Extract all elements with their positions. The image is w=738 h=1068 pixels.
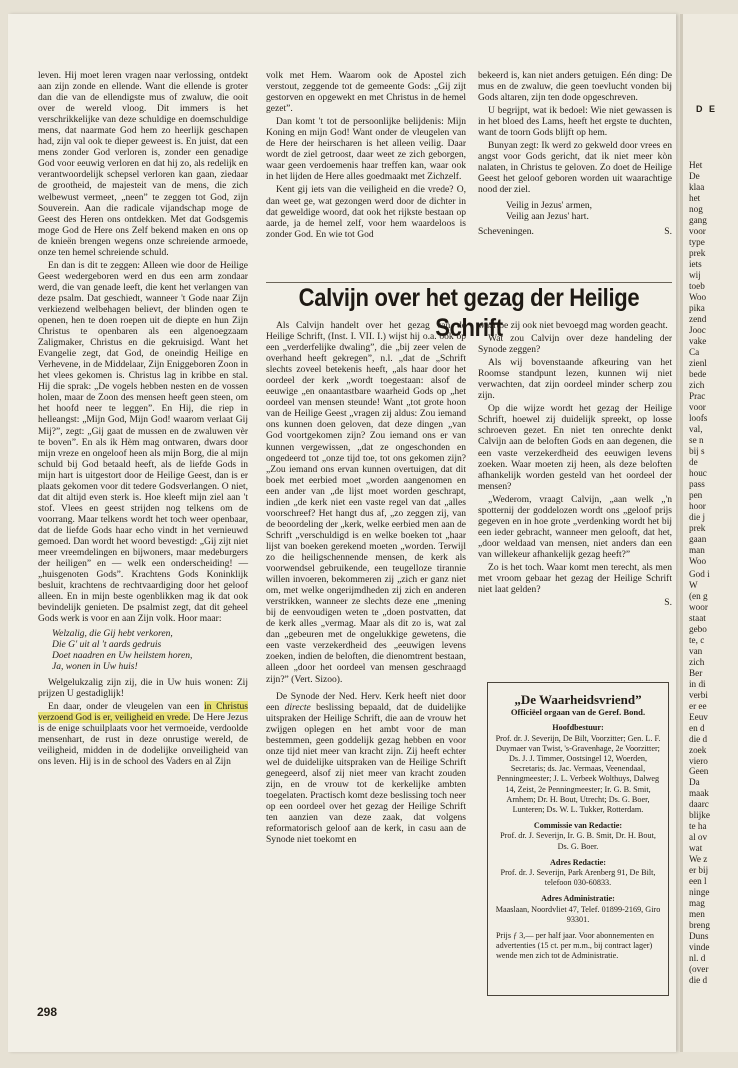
text-run: En daar, onder de vleugelen van een (48, 700, 205, 712)
poem-line: Welzalig, die Gij hebt verkoren, (52, 628, 173, 640)
column-2 (266, 70, 466, 242)
fragment-line: vinde (689, 942, 710, 952)
paragraph: Wat zou Calvijn over deze handeling der Synode zeggen? (478, 333, 672, 356)
fragment-line: type (689, 237, 705, 247)
fragment-line: er bij (689, 865, 709, 875)
fragment-line: blijke (689, 810, 710, 820)
fragment-line: zoek (689, 745, 707, 755)
page-number: 298 (37, 1005, 58, 1019)
fragment-line: loofs (689, 413, 708, 423)
adjacent-page-header: D E (696, 104, 718, 114)
paragraph: „Wederom, vraagt Calvijn, „aan welk „'n spotternij der goddelozen wordt ons „geloof prijs gegeven en in hoe grote „verdenking wordt het bij een ieder gebracht, wanneer men gelooft, dat het, „door weldaad van mensen, niet anders dan een van willekeur afhankelijk gezag heeft?” (478, 493, 672, 560)
fragment-line: pen (689, 490, 703, 500)
paragraph: waartoe zij ook niet bevoegd mag worden geacht. (478, 320, 668, 331)
fragment-line: (en g (689, 591, 708, 601)
poem-line: Veilig aan Jezus' hart. (506, 210, 589, 222)
fragment-line: Duns (689, 931, 709, 941)
fragment-line: pass (689, 479, 705, 489)
text-run: De Here Jezus is de enige schuilplaats voor het vermoeide, verdoolde mensenhart, de rust in deze onrustige wereld, de veiligheid, midden in de dodelijke onveiligheid van ons leven. Hij is in de school des Vaders en al Zijn (38, 711, 248, 767)
poem-line: Veilig in Jezus' armen, (506, 199, 593, 211)
fragment-line: zend (689, 314, 707, 324)
paragraph: Op die wijze wordt het gezag der Heilige Schrift, hoewel zij duidelijk spreekt, op losse schroeven gezet. En niet ten onrechte denkt Calvijn aan de beloften Gods en aan degenen, die een vaste verzekerdheid des eeuwigen levens zoeken. Waar moeten zij heen, als deze beloften afhankelijk worden gesteld van het oordeel der mensen? (478, 403, 672, 492)
paragraph: U begrijpt, wat ik bedoel: Wie niet gewassen is in het bloed des Lams, heeft het ergste te duchten, want de toorn Gods blijft op hem. (478, 105, 672, 139)
signature-row (478, 226, 672, 237)
fragment-line: voor (689, 402, 706, 412)
fragment-line: viero (689, 756, 708, 766)
fragment-line: man (689, 545, 705, 555)
fragment-line: daarc (689, 799, 709, 809)
editorial-heading: Commissie van Redactie: (533, 821, 623, 831)
fragment-line: Ca (689, 347, 700, 357)
place-name: Scheveningen. (478, 225, 534, 237)
fragment-line: bij s (689, 446, 705, 456)
poem-stanza (52, 628, 248, 672)
board-members: Prof. dr. J. Severijn, De Bilt, Voorzitter; Gen. L. F. Duymaer van Twist, 's-Gravenhage, 2e Voorzitter; Ds. J. J. Timmer, Oostsingel 12, Woerden, Secretaris; ds. Jac. Vermaas, Veenendaal, Penningmeester; J. L. Verbeek Wolthuys, Dalweg 14, Zeist, 2e Penningmeester; Ir. G. B. Smit, Arnhem; Dr. H. Bout, Utrecht; Ds. G. Boer, Lunteren; Ds. W. L. Tukker, Rotterdam. (495, 733, 661, 815)
fragment-line: te, c (689, 635, 705, 645)
fragment-line: Da (689, 777, 700, 787)
fragment-line: prek (689, 523, 706, 533)
paragraph: Bunyan zegt: Ik werd zo gekweld door vrees en angst voor Gods gericht, dat ik niet meer kòn nalaten, in Christus te geloven. Zo doet de Heilige Geest het geloof geboren worden uit waarachtige nood der ziel. (478, 140, 672, 196)
poem-line: Doet naadren en Uw heilstem horen, (52, 650, 193, 662)
paragraph (266, 691, 466, 846)
fragment-line: er ee (689, 701, 707, 711)
fragment-line: een l (689, 876, 707, 886)
paragraph: Als Calvijn handelt over het gezag van de Heilige Schrift, (Inst. I. VII. I.) wijst hij o.a. ook op een „verderfelijke dwaling”, die „bij zeer velen de overhand heeft gekregen”, n.l. „dat de „Schrift slechts zoveel betekenis heeft, „als haar door het oordeel der kerk „wordt toegestaan: alsof de eeuwige „en onaantastbare waarheid Gods op „het oordeel van mensen steunde! Want „tot grote hoon van de Heilige Geest „vragen zij aldus: Zou iemand ons kunnen doen geloven, dat deze dingen „van God voortgekomen zijn? Zou iemand ons er van kunnen vergewissen, „dat ze ongeschonden en ongedeerd tot „onze tijd toe, tot ons gekomen zijn? „Zou iemand ons ervan kunnen overtuigen, dat dit boek met eerbied moet „worden aangenomen en een ander van „de lijst moet worden geschrapt, indien „de kerk niet een vaste regel van dat „alles voorschreef? Het hangt dus af, „zo zeggen zij, van de beoordeling der „kerk, welke eerbied men aan de Schrift „verschuldigd is en welke boeken tot „haar lijst van boeken gerekend moeten „worden. Terwijl zo die heiligschennende mensen, de kerk als voorwendsel gebruikende, een teugelloze tirannie willen invoeren, bekommeren zij „zich er ganz niet om, met welke ongerijmdheden zij zich en anderen verstrikken, wanneer ze slechts deze ene „mening bij de eenvoudigen weten te „doen postvatten, dat de kerk alles „vermag. Maar als dit zo is, wat zal dan „gebeuren met de ongelukkige gewetens, die een vaste verzekerdheid des „eeuwigen levens zoeken, indien de beloften, die dienomtrent bestaan, alleen „door het oordeel van mensen geschraagd zijn?” (Vert. Sizoo). (266, 320, 466, 685)
publication-title: „De Waarheidsvriend” (514, 692, 642, 707)
fragment-line: toeb (689, 281, 705, 291)
fragment-line: die d (689, 975, 708, 985)
author-initial: S. (664, 225, 672, 237)
fragment-line: Woo (689, 556, 707, 566)
editor-address: Prof. dr. J. Severijn, Park Arenberg 91, De Bilt, telefoon 030-60833. (500, 868, 656, 888)
paragraph (38, 701, 248, 767)
fragment-line: iets (689, 259, 702, 269)
fragment-line: (over (689, 964, 709, 974)
fragment-line: zienl (689, 358, 707, 368)
fragment-line: men (689, 909, 705, 919)
subscription-price: Prijs ƒ 3,— per half jaar. Voor abonnementen en advertenties (15 ct. per m.m., bij contract lager) wende men zich tot de Administratie. (496, 931, 654, 961)
fragment-line: pika (689, 303, 705, 313)
fragment-line: het (689, 193, 701, 203)
editorial-members: Prof. dr. J. Severijn, Ir. G. B. Smit, Dr. H. Bout, Ds. G. Boer. (500, 831, 656, 851)
fragment-line: maak (689, 788, 709, 798)
board-heading: Hoofdbestuur: (552, 723, 604, 733)
text-run: De Synode der Ned. Herv. Kerk heeft niet door een (266, 690, 466, 713)
italic-text: directe (284, 701, 311, 713)
paragraph: Zo is het toch. Waar komt men terecht, als men met vroom gebaar het gezag der Heilige Schrift niet laat gelden? (478, 561, 672, 596)
paragraph: En dan is dit te zeggen: Alleen wie door de Heilige Geest wedergeboren werd en dus een arm zondaar werd, die van genade leeft, die kent het verlangen van deze psalm. Dat geschiedt, wanneer 't Gode naar Zijn verkiezend welbehagen believt, der blinden ogen te openen, hen te doen roepen uit de diepte en hun Zijn Christus te openbaren als een algenoegzaam Zaligmaker, Christus en die gekruisigd. Want het Evangelie zegt, dat God, de oneindig Heilige en Verhevene, in de Middelaar, Zijn Eniggeboren Zoon in het vlees gekomen is. Christus lag in kribbe en stal. Hij die sprak: „De vogels hebben nesten en de vossen holen, maar de Zoon des mensen heeft geen steen, om het hoofd neer te leggen”. En Hij, die riep in helleangst: „Mijn God, Mijn God! waarom verlaat Gij Mij?”, zegt: „Gij gaat de mussen en de zwaluwen vèr te boven”. En als ik Hèm mag ontwaren, dwars door mijn vreze en ongeloof heen als mijn Borg, die al mijn schuld bij God betaald heeft, als de liefde Gods in mijn hart is uitgestort door de Heilige Geest, dan is er plaats gekomen voor dit tedere Godsverlangen. O niet, dat dit altijd even sterk is. Hoe kleeft mijn ziel aan 't stof. Vlees en geest strijden nog telkens om de voorrang. Maar telkens wordt het toch weer openbaar, dat de liefde Gods haar echo vindt in het vernieuwd gemoed. Dan wordt het woord bevestigd: „Gij zijt niet meer vreemdelingen en bijwoners, maar medeburgers der heiligen” en — welk een onderscheiding! — „huisgenoten Gods”. Krachtens Gods Koninklijk besluit, krachtens de rechtvaardiging door het geloof alleen. En in mijn beste ogenblikken mag ik dat ook bevindelijk genieten. De psalmist zegt, dat dit geheel Gods werk is voor en aan Zijn volk. Hoor maar: (38, 259, 248, 625)
fragment-line: wat (689, 843, 703, 853)
fragment-line: Geen (689, 766, 709, 776)
paragraph: Kent gij iets van die veiligheid en die vrede? O, dan weet ge, wat gezongen werd door de dichter in dat geweldige woord, dat ook het rijkste bestaan op aarde, ja de hemel zelf, voor hem waardeloos is zonder God. En wie tot God (266, 184, 466, 240)
fragment-line: en d (689, 723, 705, 733)
column-4 (266, 320, 466, 847)
fragment-line: die j (689, 512, 706, 522)
fragment-line: klaa (689, 182, 705, 192)
fragment-line: zich (689, 657, 705, 667)
fragment-line: We z (689, 854, 708, 864)
fragment-line: De (689, 171, 700, 181)
fragment-line: zich (689, 380, 705, 390)
fragment-line: nl. d (689, 953, 706, 963)
fragment-line: de (689, 457, 698, 467)
fragment-line: voor (689, 226, 706, 236)
fragment-line: val, (689, 424, 703, 434)
fragment-line: verbi (689, 690, 708, 700)
fragment-line: al ov (689, 832, 708, 842)
admin-address-heading: Adres Administratie: (541, 894, 615, 904)
fragment-line: vake (689, 336, 707, 346)
fragment-line: van (689, 646, 703, 656)
paragraph: bekeerd is, kan niet anders getuigen. Eén ding: De mus en de zwaluw, die geen toevlucht vonden bij Gods altaren, zijn ten dode opgeschreven. (478, 70, 672, 104)
fragment-line: mag (689, 898, 705, 908)
paragraph: Dan komt 't tot de persoonlijke belijdenis: Mijn Koning en mijn God! Want onder de vleugelen van de Here der heirscharen is het alleen veilig. Daar wordt de ziel getroost, daar weet ze zich geborgen, waar geen verdoemenis haar treffen kan, waar ook in het lijden de Here alles goedmaakt met Zichzelf. (266, 116, 466, 183)
paragraph: Welgelukzalig zijn zij, die in Uw huis wonen: Zij prijzen U gestadiglijk! (38, 676, 248, 699)
paragraph: Als wij bovenstaande afkeuring van het Roomse standpunt lezen, kunnen wij niet verwachten, dat zijn oordeel minder scherp zou zijn. (478, 357, 672, 402)
publication-subtitle: Officiëel orgaan van de Geref. Bond. (510, 707, 646, 718)
fragment-line: hoor (689, 501, 706, 511)
fragment-line: te ha (689, 821, 707, 831)
column-5 (478, 320, 672, 608)
fragment-line: in di (689, 679, 706, 689)
poem-stanza (506, 200, 672, 222)
editor-address-heading: Adres Redactie: (549, 857, 606, 867)
fragment-line: staat (689, 613, 706, 623)
column-3 (478, 70, 672, 237)
fragment-line: wij (689, 270, 701, 280)
fragment-line: God i (689, 569, 710, 579)
fragment-line: Woo (689, 292, 707, 302)
adjacent-column-fragment (689, 160, 707, 567)
adjacent-page-edge (680, 14, 738, 1052)
fragment-line: Het (689, 160, 703, 170)
poem-line: Die G' uit al 't aards gedruis (52, 639, 162, 651)
masthead-box (487, 682, 669, 996)
fragment-line: gebo (689, 624, 707, 634)
fragment-line: breng (689, 920, 710, 930)
fragment-line: Ber (689, 668, 703, 678)
fragment-line: Eeuv (689, 712, 708, 722)
column-1 (38, 70, 248, 769)
fragment-line: se n (689, 435, 704, 445)
article-headline: Calvijn over het gezag der Heilige Schrift (298, 283, 640, 342)
admin-address: Maaslaan, Noordvliet 47, Telef. 01899-2169, Giro 93301. (495, 904, 661, 924)
fragment-line: Prac (689, 391, 706, 401)
adjacent-column-fragment (689, 569, 710, 767)
fragment-line: woor (689, 602, 708, 612)
fragment-line: gang (689, 215, 707, 225)
fragment-line: prek (689, 248, 706, 258)
author-initial: S. (664, 597, 672, 609)
text-run: beslissing bepaald, dat de duidelijke uitspraken der Heilige Schrift, die aan de vrouw het zwijgen oplegen en het ambt voor de man bestemmen, geen goddelijk gezag hebben en voor onze tijd niet meer van kracht zijn. Zij heeft echter wel de duidelijke uitspraken van de Heilige Schrift genegeerd, alsof zij niet meer van kracht zouden zijn, en de vrouw tot de kerkelijke ambten toegelaten. Practisch komt deze beslissing toch neer op een oordeel over het gezag der Heilige Schrift ten aanzien van deze zaak, dat volgens reformatorisch geloof aan de kerk, in casu aan de Synode niet toekomt en (266, 701, 466, 846)
paragraph: leven. Hij moet leren vragen naar verlossing, ontdekt aan zijn zonde en ellende. Want die ellende is groter dan die van de ellendigste mus of zwaluw, die ooit over de wereld vloog. Dit immers is het verschrikkelijke van deze schuldige en doemschuldige mens, dat naarmate God hem zo heerlijk geschapen had, zijn val ook te dieper geweest is. En juist, dat een mens zonder God verloren is, zonder een genadige God voor eeuwig verloren en dat hij zo, als redelijk en verantwoordelijk schepsel verloren kan gaan, ziedaar de grootheid, de majesteit van de mens, die zich welbewust vermeet, „neen” te zeggen tot God, zijn Souverein. Aan die radicale vijandschap moge de Geest des Heren ons ontdekken. Met dat Godsgemis moge God de Here ons Zelf bekend maken en ons op de knieën brengen wegens onze schreiende armoede, onze ten hemel schreiende schuld. (38, 70, 248, 258)
highlighted-text: in Christus verzoend God is er, veiligheid en vrede. (38, 700, 248, 723)
adjacent-column-fragment (689, 766, 710, 986)
paragraph: volk met Hem. Waarom ook de Apostel zich verstout, zeggende tot de gemeente Gods: „Gij zijt gestorven en opgewekt en met Christus in de hemel gezet”. (266, 70, 466, 115)
fragment-line: gaan (689, 534, 707, 544)
fragment-line: ninge (689, 887, 710, 897)
fragment-line: nog (689, 204, 703, 214)
fragment-line: W (689, 580, 698, 590)
fragment-line: Jooc (689, 325, 706, 335)
fragment-line: die d (689, 734, 708, 744)
fragment-line: houc (689, 468, 707, 478)
fragment-line: bede (689, 369, 707, 379)
poem-line: Ja, wonen in Uw huis! (52, 661, 138, 673)
